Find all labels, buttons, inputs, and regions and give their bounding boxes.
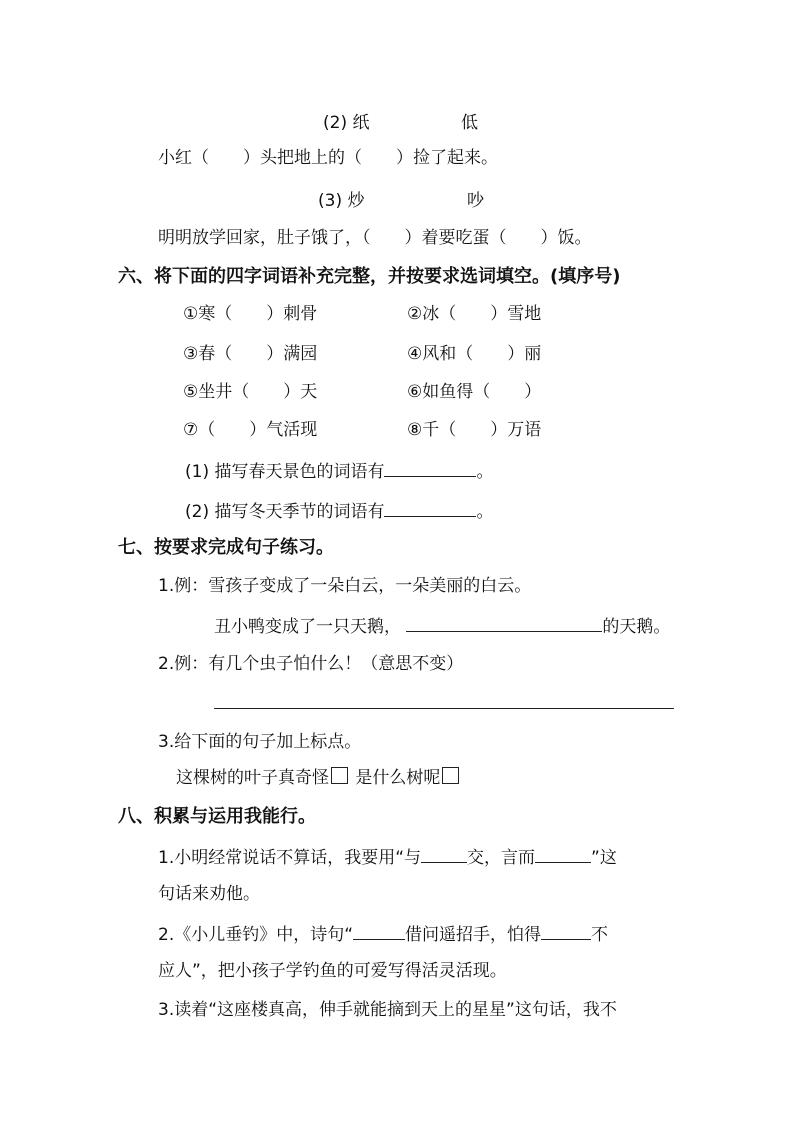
subquestion-3-label: (3) 炒: [318, 191, 365, 211]
subquestion-3-sentence: 明明放学回家，肚子饿了，（ ）着要吃蛋（ ）饭。: [158, 228, 592, 248]
example-1-exercise: [214, 613, 670, 639]
idiom-4: ④风和（ ）丽: [407, 344, 542, 364]
idiom-7: ⑦（ ）气活现: [183, 420, 318, 440]
punctuation-part-2: 是什么树呢: [355, 768, 441, 788]
idiom-8: ⑧千（ ）万语: [407, 420, 542, 440]
example-1-prompt: 丑小鸭变成了一只天鹅，: [214, 617, 401, 637]
accumulate-q1-cont: 句话来劝他。: [158, 884, 260, 904]
section-7-title: 七、按要求完成句子练习。: [118, 537, 334, 558]
q1-text-b: 交，言而: [467, 848, 536, 868]
q1-blank-2[interactable]: [535, 844, 591, 863]
section-6-title: 六、将下面的四字词语补充完整，并按要求选词填空。(填序号): [118, 266, 621, 287]
q2-text-c: 不: [591, 925, 609, 945]
idiom-1: ①寒（ ）刺骨: [183, 304, 318, 324]
example-2-answer-line[interactable]: [214, 708, 674, 709]
fill-question-1: [185, 458, 493, 484]
subquestion-2-sentence: 小红（ ）头把地上的（ ）捡了起来。: [158, 148, 498, 168]
idiom-2: ②冰（ ）雪地: [407, 304, 542, 324]
accumulate-q2: [158, 921, 608, 947]
q2-blank-2[interactable]: [541, 921, 591, 940]
punctuation-part-1: 这棵树的叶子真奇怪: [176, 768, 329, 788]
punctuation-sentence: [176, 766, 461, 790]
accumulate-q2-cont: 应人”，把小孩子学钓鱼的可爱写得活灵活现。: [158, 961, 507, 981]
fill-question-2: [185, 498, 493, 524]
period: 。: [476, 502, 494, 522]
example-2: 2.例：有几个虫子怕什么！（意思不变）: [158, 654, 464, 674]
q1-text-c: ”这: [591, 848, 617, 868]
fill-blank-2[interactable]: [384, 498, 476, 517]
subquestion-3-char: 吵: [467, 191, 484, 211]
q2-text-a: 2.《小儿垂钓》中，诗句“: [158, 925, 354, 945]
punctuation-box-2[interactable]: [442, 767, 459, 784]
exercise-3: 3.给下面的句子加上标点。: [158, 732, 362, 752]
period: 。: [476, 462, 494, 482]
fill-question-2-text: (2) 描写冬天季节的词语有: [185, 502, 385, 522]
fill-question-1-text: (1) 描写春天景色的词语有: [185, 462, 385, 482]
idiom-3: ③春（ ）满园: [183, 344, 318, 364]
fill-blank-1[interactable]: [384, 458, 476, 477]
example-1-blank[interactable]: [406, 613, 602, 632]
q2-blank-1[interactable]: [353, 921, 405, 940]
idiom-5: ⑤坐井（ ）天: [183, 382, 318, 402]
subquestion-2-label: (2) 纸: [323, 113, 370, 133]
example-1-end: 的天鹅。: [602, 617, 671, 637]
example-1: 1.例：雪孩子变成了一朵白云，一朵美丽的白云。: [158, 576, 532, 596]
accumulate-q1: [158, 844, 617, 870]
accumulate-q3: 3.读着“这座楼真高，伸手就能摘到天上的星星”这句话，我不: [158, 1000, 617, 1020]
punctuation-box-1[interactable]: [331, 767, 348, 784]
subquestion-2-char: 低: [461, 113, 478, 133]
q1-blank-1[interactable]: [421, 844, 467, 863]
q1-text-a: 1.小明经常说话不算话，我要用“与: [158, 848, 422, 868]
section-8-title: 八、积累与运用我能行。: [118, 806, 316, 827]
q2-text-b: 借问遥招手，怕得: [405, 925, 542, 945]
idiom-6: ⑥如鱼得（ ）: [407, 382, 542, 402]
